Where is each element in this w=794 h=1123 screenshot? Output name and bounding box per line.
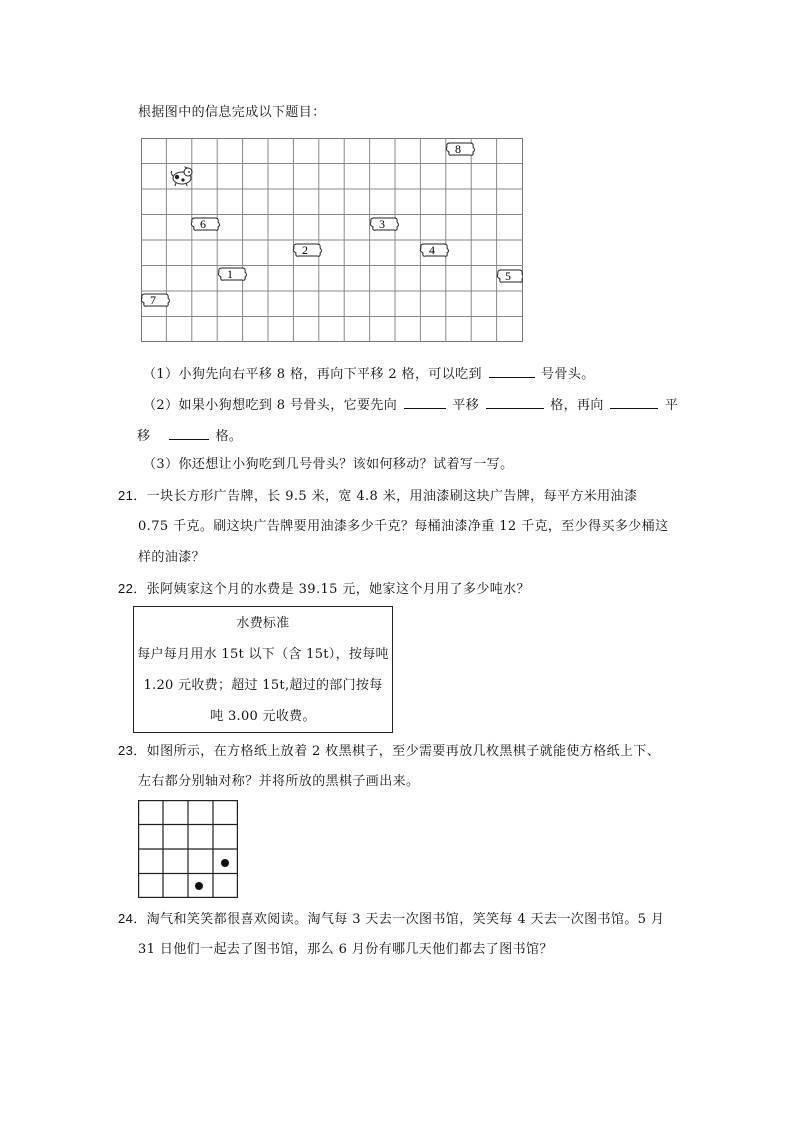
bone-5 xyxy=(497,269,523,283)
dog-bone-grid xyxy=(141,138,523,342)
fee-box-line1: 每户每月用水 15t 以下（含 15t），按每吨 xyxy=(137,647,389,662)
q20-part2-text-b: 平移 xyxy=(452,398,480,413)
fee-box-line2: 1.20 元收费；超过 15t,超过的部门按每 xyxy=(143,678,383,693)
q20-part2-text-e: 移 xyxy=(137,429,151,444)
bone-8 xyxy=(446,142,474,156)
bone-4 xyxy=(420,243,448,257)
q22-line1 xyxy=(118,580,530,599)
bone-label: 6 xyxy=(200,217,206,231)
q23-text: 如图所示，在方格纸上放着 2 枚黑棋子，至少需要再放几枚黑棋子就能使方格纸上下、 xyxy=(146,744,661,759)
chess-grid xyxy=(138,800,238,898)
q22-number: 22． xyxy=(118,581,147,596)
q20-part1-suffix: 号骨头。 xyxy=(541,367,595,382)
q23-number: 23． xyxy=(118,743,147,758)
q24-text: 淘气和笑笑都很喜欢阅读。淘气每 3 天去一次图书馆，笑笑每 4 天去一次图书馆。5 月 xyxy=(146,912,665,927)
bone-1 xyxy=(218,267,246,281)
q24-line1 xyxy=(118,910,664,929)
q21-line3: 样的油漆？ xyxy=(138,550,206,565)
bone-label: 5 xyxy=(505,269,511,283)
grid-lines xyxy=(141,138,523,342)
q20-part3: （3）你还想让小狗吃到几号骨头？该如何移动？试着写一写。 xyxy=(143,457,514,472)
q20-part2-text-f: 格。 xyxy=(215,429,243,444)
bone-3 xyxy=(370,217,398,231)
bone-label: 3 xyxy=(379,217,385,231)
q21-line1 xyxy=(118,487,637,506)
q22-text: 张阿姨家这个月的水费是 39.15 元，她家这个月用了多少吨水？ xyxy=(146,582,530,597)
q20-part2-cont xyxy=(137,426,242,446)
dog-icon xyxy=(171,166,192,186)
answer-blank[interactable] xyxy=(404,395,446,409)
q20-part2 xyxy=(143,395,678,415)
fee-box-title: 水费标准 xyxy=(236,616,290,631)
q24-line2: 31 日他们一起去了图书馆，那么 6 月份有哪几天他们都去了图书馆？ xyxy=(138,942,553,957)
bone-label: 8 xyxy=(455,142,461,156)
q23-line1 xyxy=(118,742,660,761)
black-chess-piece-icon xyxy=(195,882,203,890)
answer-blank[interactable] xyxy=(486,395,544,409)
bone-label: 7 xyxy=(150,293,156,307)
bone-2 xyxy=(293,243,321,257)
water-fee-standard-box xyxy=(133,606,393,733)
q20-part2-text-c: 格，再向 xyxy=(550,398,604,413)
q24-number: 24． xyxy=(118,911,147,926)
q21-text: 一块长方形广告牌，长 9.5 米，宽 4.8 米，用油漆刷这块广告牌，每平方米用油漆 xyxy=(146,489,638,504)
q21-number: 21． xyxy=(118,488,147,503)
intro-text: 根据图中的信息完成以下题目： xyxy=(138,105,326,120)
bone-6 xyxy=(191,217,219,231)
q23-line2: 左右都分别轴对称？并将所放的黑棋子画出来。 xyxy=(138,774,420,789)
q20-part2-text-d: 平 xyxy=(664,398,679,413)
q21-line2: 0.75 千克。刷这块广告牌要用油漆多少千克？每桶油漆净重 12 千克，至少得买多少桶这 xyxy=(138,519,669,534)
bone-7 xyxy=(141,293,169,307)
q20-part2-text-a: （2）如果小狗想吃到 8 号骨头，它要先向 xyxy=(143,398,398,413)
fee-box-line3: 吨 3.00 元收费。 xyxy=(210,709,316,724)
q20-part1-text: （1）小狗先向右平移 8 格，再向下平移 2 格，可以吃到 xyxy=(143,367,482,382)
answer-blank[interactable] xyxy=(169,426,209,440)
q20-part1 xyxy=(143,364,595,384)
bone-label: 1 xyxy=(227,267,233,281)
bone-label: 4 xyxy=(429,243,435,257)
black-chess-piece-icon xyxy=(221,859,229,867)
answer-blank[interactable] xyxy=(489,364,535,378)
answer-blank[interactable] xyxy=(610,395,658,409)
bone-label: 2 xyxy=(302,243,308,257)
